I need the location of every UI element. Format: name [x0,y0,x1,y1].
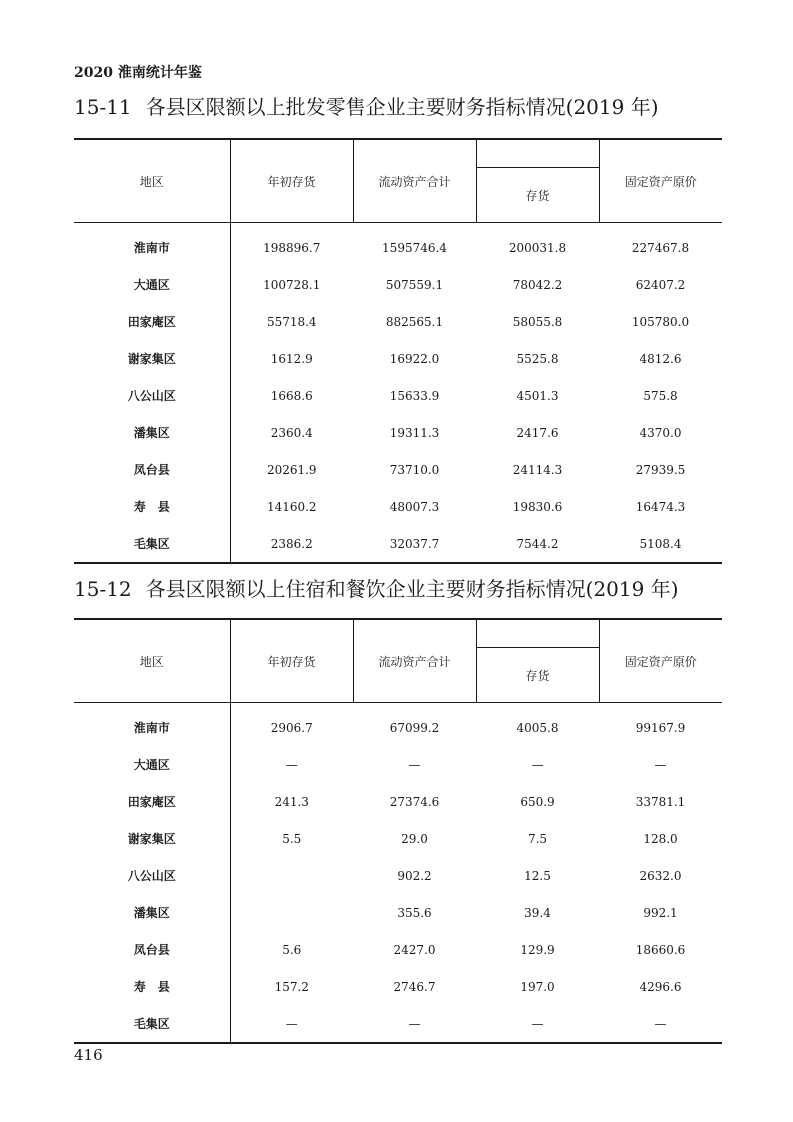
table-title-text: 各县区限额以上住宿和餐饮企业主要财务指标情况(2019 年) [145,577,679,601]
value-cell: 58055.8 [512,314,563,329]
value-cell: 14160.2 [230,488,353,525]
value-cell: 16474.3 [635,499,686,514]
value-cell: 197.0 [520,979,555,994]
region-cell: 大通区 [133,758,170,772]
value-cell: 33781.1 [635,794,686,809]
table-title-text: 各县区限额以上批发零售企业主要财务指标情况(2019 年) [145,95,659,119]
table-row [74,746,722,783]
table-row [74,340,722,377]
value-cell: 241.3 [230,783,353,820]
table-row [74,414,722,451]
value-cell: 5.6 [230,931,353,968]
table-row [74,377,722,414]
value-cell: 2386.2 [230,525,353,563]
column-header-fixed-assets-original: 固定资产原价 [599,139,722,223]
region-cell: 寿 县 [133,500,170,514]
value-cell: 62407.2 [635,277,686,292]
value-cell: 48007.3 [389,499,440,514]
column-header-opening-inventory: 年初存货 [230,619,353,703]
table-row [74,968,722,1005]
value-cell: — [654,1016,667,1031]
value-cell: 16922.0 [389,351,440,366]
value-cell: 99167.9 [635,720,686,735]
table-row [74,783,722,820]
value-cell: 2746.7 [393,979,436,994]
column-header-current-assets-total: 流动资产合计 [353,619,476,703]
region-cell: 淮南市 [133,241,170,255]
region-cell: 潘集区 [133,906,170,920]
region-cell: 潘集区 [133,426,170,440]
value-cell: 4370.0 [639,425,682,440]
value-cell: 4005.8 [516,720,559,735]
value-cell: 650.9 [520,794,555,809]
table-row [74,894,722,931]
region-cell: 田家庵区 [127,795,176,809]
value-cell [230,857,353,894]
value-cell: 1668.6 [230,377,353,414]
column-header-inventory: 存货 [476,648,599,703]
value-cell: 15633.9 [389,388,440,403]
value-cell: 2632.0 [639,868,682,883]
value-cell: 129.9 [520,942,555,957]
value-cell: — [230,1005,353,1043]
column-header-current-assets-total: 流动资产合计 [353,139,476,223]
value-cell: — [230,746,353,783]
table-row [74,488,722,525]
value-cell: 24114.3 [512,462,563,477]
table-row [74,820,722,857]
value-cell: 4296.6 [639,979,682,994]
region-cell: 谢家集区 [127,352,176,366]
table-row [74,703,722,747]
region-cell: 毛集区 [133,1017,170,1031]
value-cell: — [531,757,544,772]
region-cell: 寿 县 [133,980,170,994]
value-cell: 227467.8 [631,240,690,255]
value-cell: 2427.0 [393,942,436,957]
table-row [74,525,722,563]
data-table-15-12 [74,618,722,1044]
value-cell: 992.1 [643,905,678,920]
value-cell: 4501.3 [516,388,559,403]
value-cell: 882565.1 [385,314,444,329]
column-header-spacer [476,139,599,168]
value-cell: 19830.6 [512,499,563,514]
value-cell: — [654,757,667,772]
table-row [74,303,722,340]
value-cell: 78042.2 [512,277,563,292]
value-cell: 67099.2 [389,720,440,735]
column-header-fixed-assets-original: 固定资产原价 [599,619,722,703]
value-cell: 105780.0 [631,314,690,329]
value-cell: 128.0 [643,831,678,846]
region-cell: 凤台县 [133,463,170,477]
value-cell: 32037.7 [389,536,440,551]
table-row [74,931,722,968]
table-title-15-12 [74,573,679,602]
column-header-opening-inventory: 年初存货 [230,139,353,223]
region-cell: 毛集区 [133,537,170,551]
region-cell: 淮南市 [133,721,170,735]
value-cell: 39.4 [524,905,551,920]
table-title-15-11 [74,91,659,120]
value-cell: 200031.8 [508,240,567,255]
value-cell: 27374.6 [389,794,440,809]
value-cell [230,894,353,931]
value-cell: 20261.9 [230,451,353,488]
table-row [74,451,722,488]
region-cell: 谢家集区 [127,832,176,846]
column-header-region: 地区 [139,654,164,669]
table-number: 15-11 [74,95,132,119]
value-cell: 575.8 [643,388,678,403]
value-cell: 157.2 [230,968,353,1005]
page-number: 416 [74,1046,103,1064]
value-cell: 902.2 [397,868,432,883]
table-row [74,223,722,267]
page-header: 2020 淮南统计年鉴 [74,65,202,81]
value-cell: 29.0 [401,831,428,846]
value-cell: — [408,757,421,772]
region-cell: 凤台县 [133,943,170,957]
value-cell: 5108.4 [639,536,682,551]
table-row [74,266,722,303]
value-cell: 7.5 [527,831,548,846]
value-cell: 4812.6 [639,351,682,366]
value-cell: 5.5 [230,820,353,857]
value-cell: — [531,1016,544,1031]
region-cell: 八公山区 [127,869,176,883]
table-row [74,1005,722,1043]
region-cell: 田家庵区 [127,315,176,329]
value-cell: 27939.5 [635,462,686,477]
value-cell: — [408,1016,421,1031]
value-cell: 55718.4 [230,303,353,340]
value-cell: 5525.8 [516,351,559,366]
value-cell: 100728.1 [230,266,353,303]
value-cell: 355.6 [397,905,432,920]
column-header-inventory: 存货 [476,168,599,223]
value-cell: 2360.4 [230,414,353,451]
column-header-region: 地区 [139,174,164,189]
table-number: 15-12 [74,577,132,601]
data-table-15-11 [74,138,722,564]
value-cell: 1595746.4 [382,240,447,255]
value-cell: 198896.7 [230,223,353,267]
column-header-spacer [476,619,599,648]
value-cell: 1612.9 [230,340,353,377]
value-cell: 18660.6 [635,942,686,957]
region-cell: 大通区 [133,278,170,292]
value-cell: 19311.3 [389,425,440,440]
value-cell: 7544.2 [516,536,559,551]
table-row [74,857,722,894]
value-cell: 12.5 [524,868,551,883]
value-cell: 73710.0 [389,462,440,477]
value-cell: 507559.1 [385,277,444,292]
value-cell: 2906.7 [230,703,353,747]
region-cell: 八公山区 [127,389,176,403]
value-cell: 2417.6 [516,425,559,440]
